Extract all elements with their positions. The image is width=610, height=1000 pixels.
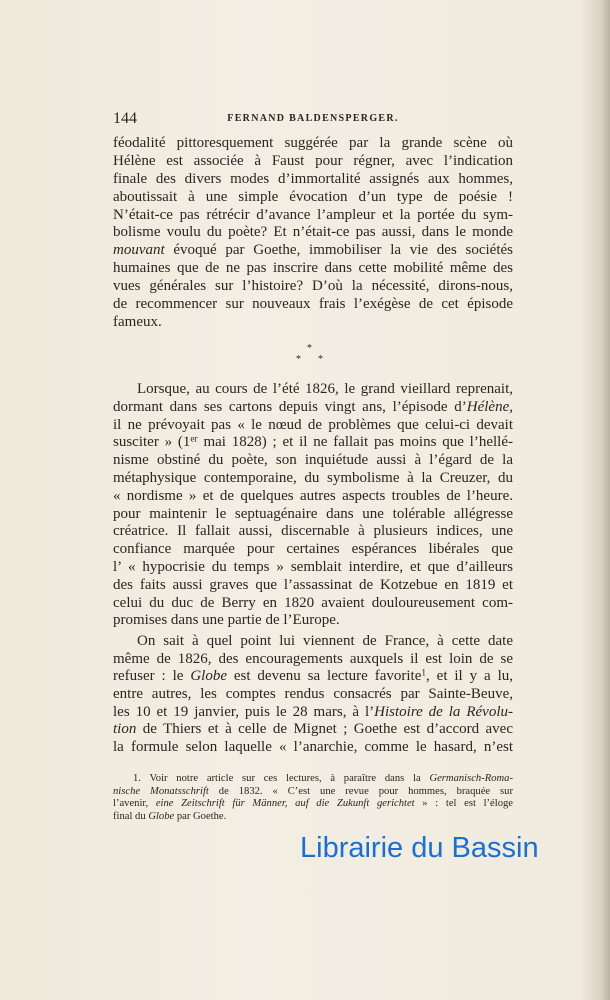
star: * — [296, 354, 301, 365]
text-segment: On sait à quel point lui viennent de France, à cette date — [137, 633, 513, 649]
text-line — [113, 242, 513, 260]
text-line — [113, 260, 513, 278]
text-line — [113, 739, 513, 757]
text-line — [113, 417, 513, 435]
text-segment: métaphysique contemporaine, du symbolisme à la Creuzer, du — [113, 469, 513, 486]
text-segment: fameux. — [113, 313, 162, 330]
text-segment: 1. Voir notre article sur ces lectures, à paraître dans la — [133, 773, 430, 784]
text-segment: dormant dans ses cartons depuis vingt ans, l’épisode d’ — [113, 398, 467, 415]
text-segment: N’était-ce pas rétrécir d’avance l’ampleur et la portée du sym- — [113, 206, 513, 223]
text-segment: bolisme voulu du poète? Et n’était-ce pas aussi, dans le monde — [113, 224, 513, 241]
text-segment: confiance marquée pour certaines espérances libérales que — [113, 541, 513, 558]
text-segment: féodalité pittoresquement suggérée par la grande scène où — [113, 135, 513, 151]
text-segment: la formule selon laquelle « l’anarchie, comme le hasard, n’est — [113, 739, 513, 756]
text-line — [113, 171, 513, 189]
text-segment: Hélène est associée à Faust pour régner, avec l’indication — [113, 152, 513, 169]
text-line — [113, 452, 513, 470]
text-line — [113, 704, 513, 722]
text-line — [113, 541, 513, 559]
italic-text: tion — [113, 721, 137, 738]
text-segment: finale des divers modes d’immortalité assignés aux hommes, — [113, 170, 513, 187]
text-line — [113, 278, 513, 296]
italic-text: Globe — [190, 668, 227, 685]
text-segment: des faits aussi graves que l’assassinat de Kotzebue en 1819 et — [113, 576, 513, 593]
text-line — [113, 434, 513, 452]
text-segment: évoqué par Goethe, immobiliser la vie des sociétés — [164, 242, 513, 259]
text-segment: entre autres, les comptes rendus consacrés par Sainte-Beuve, — [113, 686, 513, 703]
running-header — [113, 110, 513, 130]
text-segment: final du — [113, 811, 149, 823]
text-segment: Lorsque, au cours de l’été 1826, le grand vieillard reprenait, — [137, 381, 513, 397]
text-line — [113, 314, 513, 332]
text-segment: vues générales sur l’histoire? D’où la nécessité, dirons-nous, — [113, 278, 513, 295]
text-segment: les 10 et 19 janvier, puis le 28 mars, à l’ — [113, 703, 375, 720]
text-segment: , et il y a lu, — [426, 668, 513, 685]
superscript: 1 — [421, 668, 427, 679]
text-segment: de 1832. « C’est une revue pour hommes, braquée sur — [208, 785, 513, 797]
text-line — [113, 224, 513, 242]
text-segment: promises dans une partie de l’Europe. — [113, 612, 340, 629]
italic-text: Germanisch-Roma- — [429, 773, 513, 784]
italic-text: eine Zeitschrift für Männer, auf die Zukunft gerichtet — [155, 798, 415, 810]
running-title: FERNAND BALDENSPERGER. — [227, 113, 399, 124]
text-line — [113, 523, 513, 541]
text-segment: l’avenir, — [113, 798, 156, 810]
text-segment: de Thiers et à celle de Mignet ; Goethe est d’accord avec — [136, 721, 513, 738]
text-segment: , — [509, 398, 513, 415]
text-line — [113, 798, 513, 811]
text-segment: celui du duc de Berry en 1820 avaient douloureusement com- — [113, 594, 513, 611]
text-segment: refuser : le — [113, 668, 191, 685]
text-segment: même de 1826, des encouragements auxquels il est loin de se — [113, 650, 513, 667]
text-line — [113, 595, 513, 613]
text-line — [113, 633, 513, 651]
paragraph-lorsque — [113, 381, 513, 630]
text-line — [113, 296, 513, 314]
paragraph-continued — [113, 135, 513, 332]
text-line — [113, 189, 513, 207]
text-segment: nisme obstiné du poète, son inquiétude aussi à l’égard de la — [113, 452, 513, 469]
footnote — [113, 773, 513, 824]
text-segment: mai 1828) ; et il ne fallait pas moins que l’hellé- — [197, 434, 513, 451]
text-line — [113, 153, 513, 171]
star: * — [318, 354, 323, 365]
text-line — [113, 786, 513, 799]
text-segment: « nordisme » et de quelques autres aspects troubles de l’heure. — [113, 487, 513, 504]
text-line — [113, 399, 513, 417]
text-segment: » : tel est l’éloge — [414, 798, 513, 810]
text-segment: de recommencer sur nouveaux frais l’exégèse de cet épisode — [113, 296, 513, 313]
text-line — [113, 506, 513, 524]
text-line — [113, 207, 513, 225]
text-segment: susciter » (1 — [113, 434, 191, 451]
text-segment: humaines que de ne pas inscrire dans cette mobilité même des — [113, 260, 513, 277]
text-segment: aboutissait à une simple évocation d’un type de poésie ! — [113, 188, 513, 205]
text-line — [113, 135, 513, 153]
italic-text: nische Monatsschrift — [113, 785, 209, 797]
star: * — [307, 343, 312, 354]
text-segment: pour maintenir le septuagénaire dans une tolérable allégresse — [113, 505, 513, 522]
text-segment: créatrice. Il fallait aussi, discernable à plusieurs indices, une — [113, 523, 513, 540]
text-line — [113, 773, 513, 786]
text-line — [113, 651, 513, 669]
text-line — [113, 721, 513, 739]
watermark: Librairie du Bassin — [300, 832, 539, 864]
text-segment: l’ « hypocrisie du temps » semblait interdire, et que d’ailleurs — [113, 558, 513, 575]
italic-text: Globe — [148, 811, 175, 823]
text-line — [113, 577, 513, 595]
text-line — [113, 559, 513, 577]
superscript: er — [190, 434, 198, 445]
text-segment: est devenu sa lecture favorite — [226, 668, 422, 685]
text-segment: par Goethe. — [174, 811, 227, 823]
text-line — [113, 668, 513, 686]
section-break-asterism — [290, 344, 330, 368]
text-line — [113, 686, 513, 704]
text-line — [113, 488, 513, 506]
text-segment: il ne prévoyait pas « le nœud de problèmes que celui-ci devait — [113, 416, 513, 433]
italic-text: Histoire de la Révolu- — [374, 703, 514, 720]
text-line — [113, 470, 513, 488]
page-number: 144 — [113, 110, 137, 127]
text-line — [113, 612, 513, 630]
italic-text: mouvant — [113, 242, 165, 259]
text-line — [113, 811, 513, 824]
italic-text: Hélène — [466, 398, 510, 415]
text-line — [113, 381, 513, 399]
paragraph-on-sait — [113, 633, 513, 757]
